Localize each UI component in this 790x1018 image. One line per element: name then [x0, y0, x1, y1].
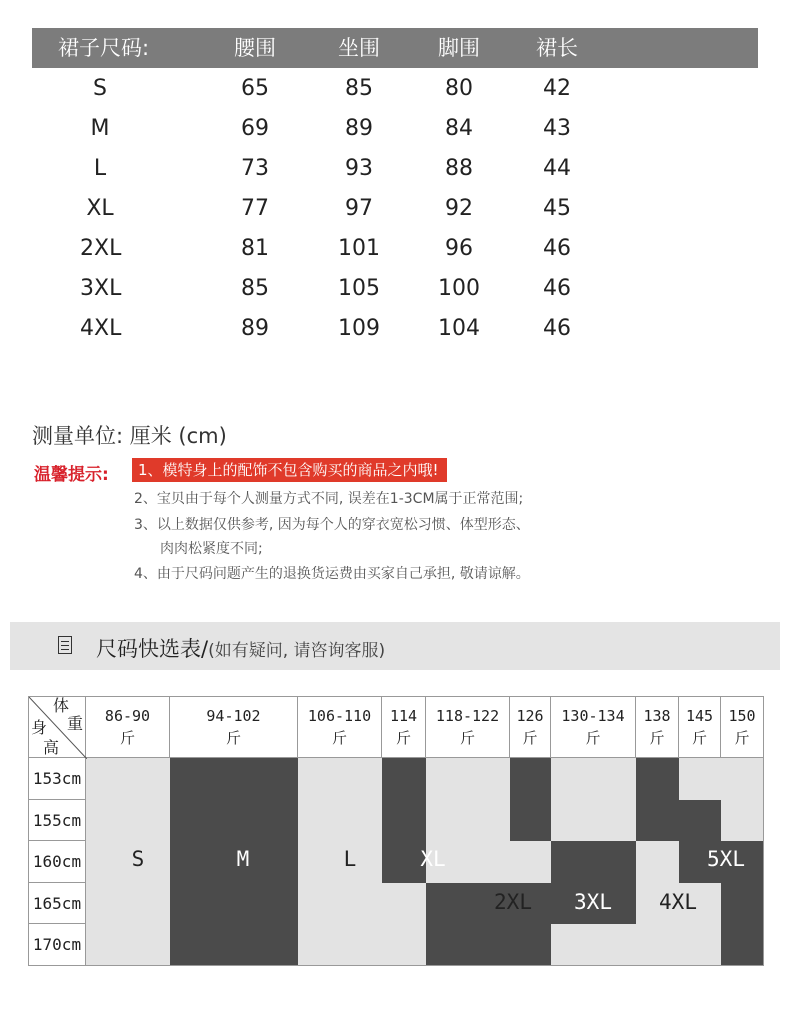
size-row-m [32, 110, 758, 150]
grid-block [551, 841, 636, 883]
header-length: 裙长 [536, 36, 578, 60]
grid-block [510, 758, 551, 800]
size-label-4xl: 4XL [659, 890, 697, 914]
grid-block [636, 924, 679, 966]
weight-unit: 斤 [691, 729, 707, 747]
grid-block [636, 758, 679, 800]
grid-block [382, 924, 426, 966]
grid-block [382, 800, 426, 842]
weight-column-header [679, 696, 721, 758]
size-row-4xl [32, 310, 758, 350]
size-cell: 89 [345, 116, 373, 141]
weight-range: 145 [685, 707, 714, 725]
grid-block [721, 800, 764, 842]
size-label-3xl: 3XL [574, 890, 612, 914]
tip-highlight: 1、模特身上的配饰不包含购买的商品之内哦! [132, 458, 447, 482]
grid-corner [28, 696, 86, 758]
size-row-s [32, 70, 758, 110]
grid-block [721, 883, 764, 925]
size-label-l: L [343, 847, 357, 871]
size-cell: 109 [338, 316, 380, 341]
size-cell: 43 [543, 116, 571, 141]
weight-column-header [551, 696, 636, 758]
tip-label: 温馨提示: [34, 465, 109, 485]
size-cell: 96 [445, 236, 473, 261]
weight-unit: 斤 [119, 729, 135, 747]
grid-block [298, 883, 382, 925]
weight-range: 114 [389, 707, 418, 725]
grid-block [510, 800, 551, 842]
size-row-3xl [32, 270, 758, 310]
grid-block [721, 758, 764, 800]
size-label-5xl: 5XL [707, 847, 745, 871]
size-cell: 101 [338, 236, 380, 261]
weight-range: 118-122 [435, 707, 500, 725]
size-cell: 105 [338, 276, 380, 301]
size-cell: 104 [438, 316, 480, 341]
size-cell: 2XL [80, 236, 122, 261]
grid-block [86, 800, 170, 842]
grid-block [721, 924, 764, 966]
grid-block [426, 924, 510, 966]
grid-block [510, 924, 551, 966]
corner-weight-label: 体 [53, 696, 70, 715]
weight-column-header [298, 696, 382, 758]
corner-weight-label: 重 [67, 714, 84, 733]
corner-height-label: 身 [31, 718, 48, 737]
grid-block [551, 924, 636, 966]
weight-unit: 斤 [649, 729, 665, 747]
size-cell: 44 [543, 156, 571, 181]
size-cell: 84 [445, 116, 473, 141]
size-label-m: M [236, 847, 250, 871]
size-cell: 65 [241, 76, 269, 101]
weight-column-header [721, 696, 764, 758]
header-hem: 脚围 [438, 36, 480, 60]
quick-chart-subtitle: (如有疑问, 请咨询客服) [208, 641, 386, 661]
size-label-xl: XL [420, 847, 446, 871]
height-row-label: 155cm [28, 800, 86, 842]
weight-unit: 斤 [585, 729, 601, 747]
size-cell: 4XL [80, 316, 122, 341]
grid-block [170, 758, 298, 800]
measurement-unit: 测量单位: 厘米 (cm) [32, 424, 227, 448]
weight-range: 138 [643, 707, 671, 725]
grid-block [170, 924, 298, 966]
grid-block [170, 800, 298, 842]
size-cell: L [93, 156, 107, 181]
weight-unit: 斤 [459, 729, 475, 747]
grid-block [86, 924, 170, 966]
size-cell: 81 [241, 236, 269, 261]
header-waist: 腰围 [234, 36, 276, 60]
grid-block [170, 883, 298, 925]
tip-line: 3、以上数据仅供参考, 因为每个人的穿衣宽松习惯、体型形态、 [134, 517, 530, 533]
size-row-2xl [32, 230, 758, 270]
height-row-label: 170cm [28, 924, 86, 966]
weight-column-header [636, 696, 679, 758]
weight-column-header [510, 696, 551, 758]
size-row-xl [32, 190, 758, 230]
quick-chart-title-text: 尺码快选表/ [96, 637, 209, 661]
grid-block [382, 758, 426, 800]
size-cell: 93 [345, 156, 373, 181]
size-cell: 45 [543, 196, 571, 221]
grid-block [551, 800, 636, 842]
tip-line: 4、由于尺码问题产生的退换货运费由买家自己承担, 敬请谅解。 [134, 566, 530, 582]
height-row-label: 153cm [28, 758, 86, 800]
grid-block [298, 800, 382, 842]
size-table-header [32, 28, 758, 68]
weight-range: 130-134 [561, 707, 625, 725]
weight-column-header [426, 696, 510, 758]
size-cell: 80 [445, 76, 473, 101]
grid-block [679, 758, 721, 800]
size-cell: 42 [543, 76, 571, 101]
size-cell: 77 [241, 196, 269, 221]
grid-block [298, 758, 382, 800]
quick-chart-title [96, 633, 385, 663]
size-cell: 100 [438, 276, 480, 301]
size-label-2xl: 2XL [494, 890, 532, 914]
height-row-label: 160cm [28, 841, 86, 883]
grid-block [551, 758, 636, 800]
header-hip: 坐围 [338, 36, 380, 60]
grid-block [636, 800, 679, 842]
size-cell: 89 [241, 316, 269, 341]
document-icon [58, 636, 72, 654]
grid-block [510, 841, 551, 883]
header-size: 裙子尺码: [58, 36, 150, 60]
size-label-s: S [131, 847, 145, 871]
weight-unit: 斤 [395, 729, 411, 747]
size-cell: 85 [241, 276, 269, 301]
size-cell: 69 [241, 116, 269, 141]
grid-block [426, 800, 510, 842]
weight-unit: 斤 [522, 729, 538, 747]
size-row-l [32, 150, 758, 190]
size-cell: M [90, 116, 110, 141]
weight-unit: 斤 [734, 729, 750, 747]
size-cell: S [93, 76, 107, 101]
height-row-label: 165cm [28, 883, 86, 925]
grid-block [636, 841, 679, 883]
tip-line: 肉肉松紧度不同; [160, 541, 263, 557]
grid-block [86, 883, 170, 925]
size-cell: 3XL [80, 276, 122, 301]
size-cell: 97 [345, 196, 373, 221]
weight-column-header [382, 696, 426, 758]
grid-block [679, 924, 721, 966]
corner-height-label: 高 [43, 738, 60, 757]
size-cell: 73 [241, 156, 269, 181]
weight-column-header [170, 696, 298, 758]
size-cell: XL [86, 196, 114, 221]
weight-unit: 斤 [331, 729, 347, 747]
weight-unit: 斤 [225, 729, 241, 747]
size-quick-grid [28, 696, 764, 966]
weight-range: 150 [728, 707, 756, 725]
quick-chart-header [10, 622, 780, 670]
weight-range: 94-102 [206, 707, 261, 725]
grid-block [298, 924, 382, 966]
size-cell: 85 [345, 76, 373, 101]
tip-line: 2、宝贝由于每个人测量方式不同, 误差在1-3CM属于正常范围; [134, 491, 524, 507]
grid-block [426, 758, 510, 800]
weight-column-header [86, 696, 170, 758]
grid-block [86, 758, 170, 800]
size-cell: 92 [445, 196, 473, 221]
size-cell: 46 [543, 316, 571, 341]
weight-range: 86-90 [104, 707, 151, 725]
grid-block [679, 800, 721, 842]
weight-range: 126 [516, 707, 544, 725]
grid-block [382, 883, 426, 925]
size-cell: 88 [445, 156, 473, 181]
size-cell: 46 [543, 236, 571, 261]
size-cell: 46 [543, 276, 571, 301]
weight-range: 106-110 [307, 707, 372, 725]
